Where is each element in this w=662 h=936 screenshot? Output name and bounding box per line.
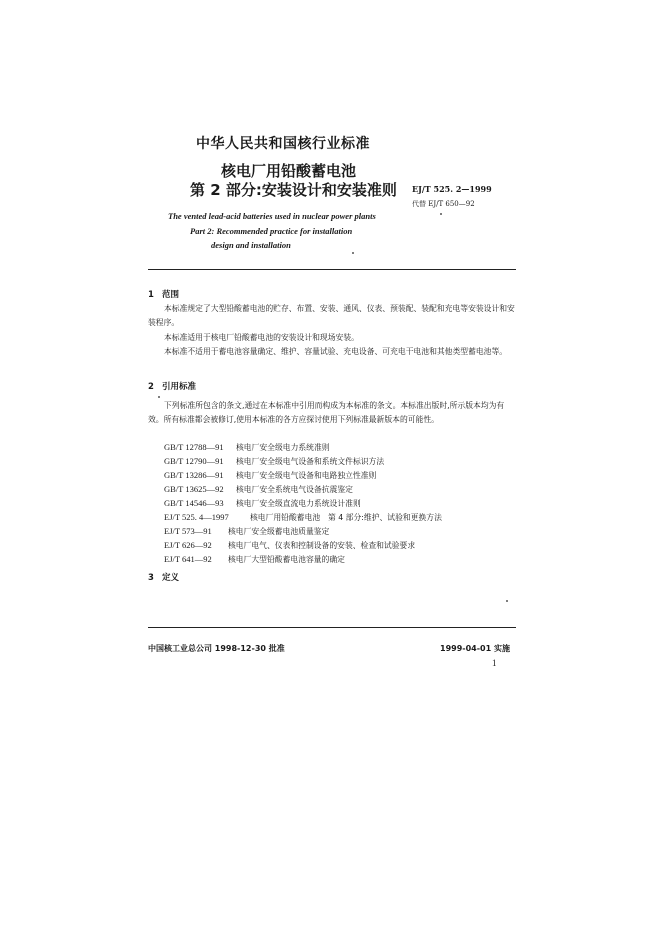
reference-item bbox=[164, 554, 345, 565]
reference-item bbox=[164, 442, 330, 453]
reference-title: 核电厂大型铅酸蓄电池容量的确定 bbox=[228, 555, 345, 564]
section-number: 2 bbox=[148, 382, 154, 392]
reference-code: GB/T 14546—93 bbox=[164, 498, 224, 508]
reference-title: 核电厂用铅酸蓄电池 第 4 部分:维护、试验和更换方法 bbox=[250, 513, 442, 522]
reference-title: 核电厂安全级电气设备和电路独立性准则 bbox=[236, 471, 377, 480]
section-number: 1 bbox=[148, 290, 154, 300]
paragraph: 本标准规定了大型铅酸蓄电池的贮存、布置、安装、通风、仪表、预装配、装配和充电等安装设计和安装程序。 bbox=[148, 304, 515, 327]
reference-code: EJ/T 626—92 bbox=[164, 540, 212, 550]
english-title-line: Part 2: Recommended practice for installation bbox=[190, 226, 353, 236]
reference-code: EJ/T 525. 4—1997 bbox=[164, 512, 229, 522]
reference-code: GB/T 13286—91 bbox=[164, 470, 224, 480]
reference-item bbox=[164, 512, 442, 523]
reference-item bbox=[164, 498, 361, 509]
scan-speck bbox=[352, 252, 354, 254]
reference-title: 核电厂安全级电气设备和系统文件标识方法 bbox=[236, 457, 385, 466]
scan-speck bbox=[506, 600, 508, 602]
scan-speck bbox=[158, 396, 160, 398]
section-heading bbox=[148, 380, 196, 392]
section-number: 3 bbox=[148, 573, 154, 583]
reference-title: 核电厂安全级蓄电池质量鉴定 bbox=[228, 527, 330, 536]
english-title-line: The vented lead-acid batteries used in nuclear power plants bbox=[168, 211, 376, 221]
standard-number: EJ/T 525. 2—1999 bbox=[412, 184, 492, 194]
english-title-line: design and installation bbox=[211, 240, 291, 250]
paragraph: 本标准不适用于蓄电池容量确定、维护、容量试验、充电设备、可充电干电池和其他类型蓄电池等。 bbox=[164, 347, 508, 356]
section-title: 引用标准 bbox=[162, 382, 197, 392]
reference-title: 核电厂安全系统电气设备抗震鉴定 bbox=[236, 485, 353, 494]
reference-item bbox=[164, 526, 329, 537]
page-number: 1 bbox=[492, 658, 497, 668]
reference-title: 核电厂电气、仪表和控制设备的安装、检查和试验要求 bbox=[228, 541, 416, 550]
reference-code: GB/T 12790—91 bbox=[164, 456, 224, 466]
paragraph: 本标准适用于核电厂铅酸蓄电池的安装设计和现场安装。 bbox=[164, 333, 359, 342]
reference-code: EJ/T 641—92 bbox=[164, 554, 212, 564]
reference-code: EJ/T 573—91 bbox=[164, 526, 212, 536]
approval-note: 中国核工业总公司 1998-12-30 批准 bbox=[148, 644, 285, 653]
reference-code: GB/T 13625—92 bbox=[164, 484, 224, 494]
document-title: 核电厂用铅酸蓄电池 bbox=[221, 162, 357, 180]
section-heading bbox=[148, 571, 179, 583]
replaces-note: 代替 EJ/T 650—92 bbox=[412, 200, 475, 208]
standard-category: 中华人民共和国核行业标准 bbox=[196, 136, 370, 152]
footer-divider bbox=[148, 627, 516, 628]
paragraph: 下列标准所包含的条文,通过在本标准中引用而构成为本标准的条文。本标准出版时,所示版本均为有效。所有标准都会被修订,使用本标准的各方应探讨使用下列标准最新版本的可能性。 bbox=[148, 401, 505, 424]
section-heading bbox=[148, 288, 179, 300]
document-subtitle: 第 2 部分:安装设计和安装准则 bbox=[190, 181, 397, 199]
header-divider bbox=[148, 269, 516, 270]
reference-code: GB/T 12788—91 bbox=[164, 442, 224, 452]
reference-item bbox=[164, 484, 353, 495]
reference-item bbox=[164, 470, 376, 481]
scan-speck bbox=[440, 213, 442, 215]
section-title: 定义 bbox=[162, 573, 180, 583]
reference-item bbox=[164, 540, 415, 551]
reference-title: 核电厂安全级直流电力系统设计准则 bbox=[236, 499, 361, 508]
reference-item bbox=[164, 456, 384, 467]
section-title: 范围 bbox=[162, 290, 180, 300]
implementation-date: 1999-04-01 实施 bbox=[440, 644, 510, 653]
reference-title: 核电厂安全级电力系统准则 bbox=[236, 443, 330, 452]
